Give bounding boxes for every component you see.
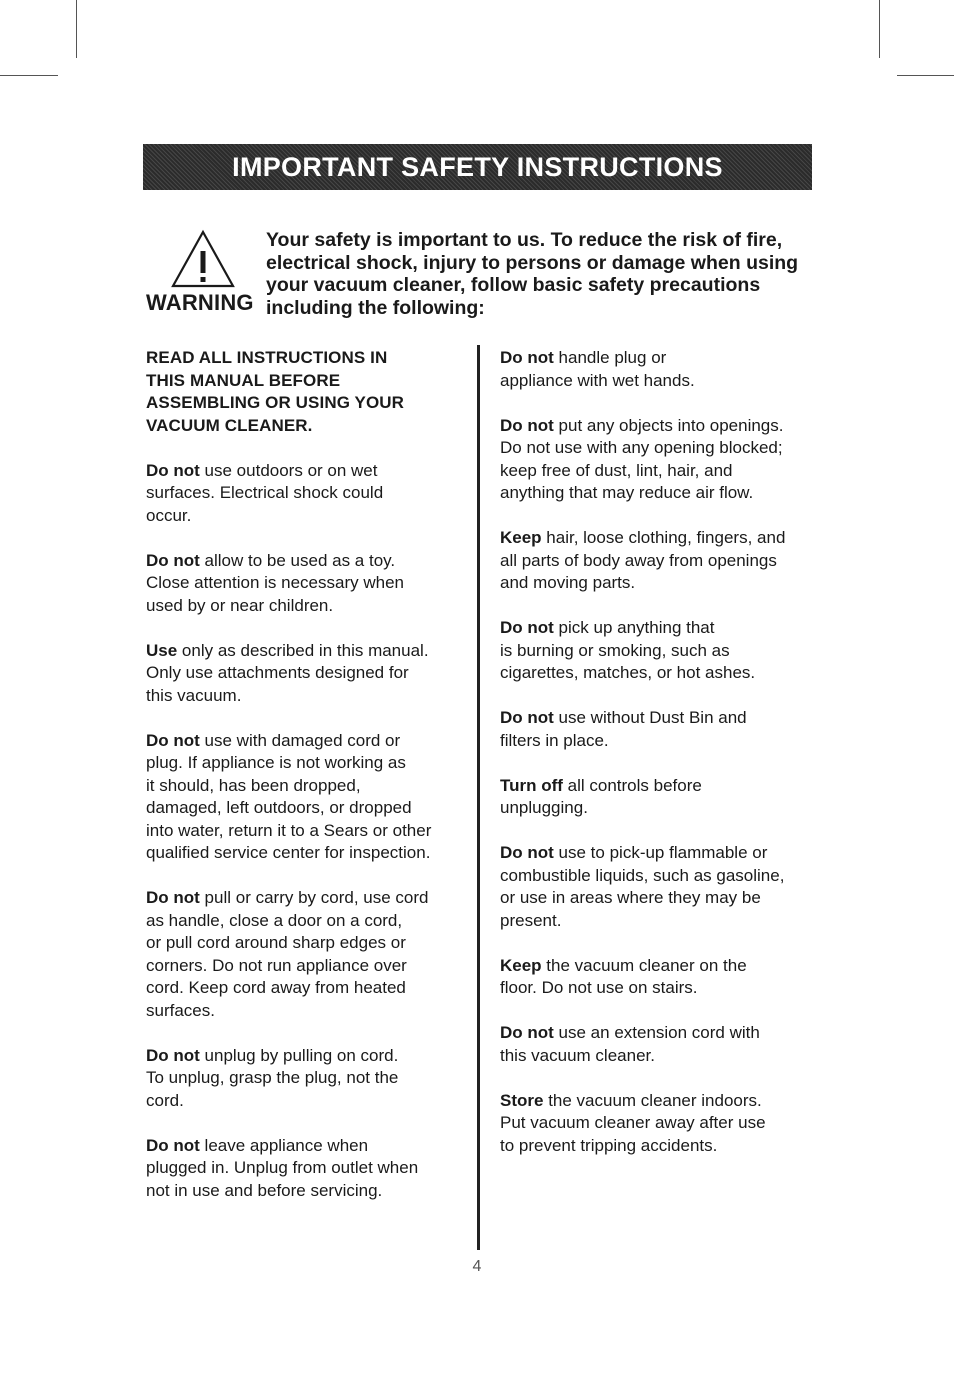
list-item [146,730,458,865]
warning-label: WARNING [146,290,254,315]
crop-mark-top-left-vertical [76,0,77,58]
item-text: all controls before unplugging. [500,775,702,817]
list-item [500,527,812,595]
list-item [500,707,812,752]
item-text: unplug by pulling on cord. To unplug, grasp the plug, not the cord. [146,1045,399,1110]
item-text: use without Dust Bin and filters in place. [500,708,747,750]
item-text: handle plug or appliance with wet hands. [500,348,695,390]
item-text: pick up anything that is burning or smoking, such as cigarettes, matches, or hot ashes. [500,618,756,682]
item-text: the vacuum cleaner on the floor. Do not use on stairs. [500,955,747,997]
item-text: leave appliance when plugged in. Unplug from outlet when not in use and before servicing. [146,1135,419,1200]
item-lead: Turn off [500,775,563,795]
list-item [500,347,812,392]
item-text: use an extension cord with this vacuum cleaner. [500,1023,760,1065]
item-text: hair, loose clothing, fingers, and all parts of body away from openings and moving parts. [500,528,786,592]
page-title: IMPORTANT SAFETY INSTRUCTIONS [232,151,723,182]
item-lead: Do not [500,618,554,637]
crop-mark-top-right-horizontal [897,75,954,76]
list-item [146,887,458,1022]
item-lead: Do not [500,415,554,435]
crop-mark-top-right-vertical [879,0,880,58]
item-text: use to pick-up flammable or combustible liquids, such as gasoline, or use in areas where they may be present. [500,843,785,930]
title-banner [143,144,812,190]
item-text: put any objects into openings. Do not use with any opening blocked; keep free of dust, lint, hair, and anything that may reduce air flow. [500,415,784,502]
item-text: only as described in this manual. Only use attachments designed for this vacuum. [146,640,429,705]
item-lead: Do not [146,730,200,750]
read-instructions-heading: READ ALL INSTRUCTIONS IN THIS MANUAL BEFORE ASSEMBLING OR USING YOUR VACUUM CLEANER. [146,348,405,435]
item-lead: Do not [146,550,200,570]
list-item [146,640,458,708]
list-item [500,617,812,685]
right-column [500,347,812,1180]
page-number: 4 [472,1258,482,1275]
item-lead: Do not [500,1023,554,1042]
list-item [146,460,458,528]
left-column [146,347,458,1225]
item-lead: Store [500,1090,544,1110]
item-text: use with damaged cord or plug. If appliance is not working as it should, has been dropped, damaged, left outdoors, or dropped into water, return it to a Sears or other qualified service center for inspection. [146,730,432,862]
warning-intro: Your safety is important to us. To reduce the risk of fire, electrical shock, injury to persons or damage when using your vacuum cleaner, follow basic safety precautions including the following: [266,229,799,319]
list-item [500,842,812,932]
item-lead: Do not [500,708,554,727]
item-text: allow to be used as a toy. Close attention is necessary when used by or near children. [146,550,404,615]
list-item [146,550,458,618]
item-lead: Use [146,640,178,660]
item-text: the vacuum cleaner indoors. Put vacuum cleaner away after use to prevent tripping accidents. [500,1090,766,1155]
list-item [500,415,812,505]
list-item [146,1135,458,1203]
list-item [500,1022,812,1067]
list-item [500,775,812,820]
item-lead: Do not [146,460,200,480]
column-divider [477,345,480,1250]
list-item [500,1090,812,1158]
item-lead: Do not [146,1045,200,1065]
item-lead: Keep [500,955,542,975]
item-lead: Do not [146,1135,200,1155]
item-text: use outdoors or on wet surfaces. Electrical shock could occur. [146,460,384,525]
item-lead: Do not [500,843,554,862]
list-item [500,955,812,1000]
warning-triangle-icon [170,229,236,289]
list-item [146,1045,458,1113]
crop-mark-top-left-horizontal [0,75,58,76]
item-lead: Keep [500,528,542,547]
item-lead: Do not [146,888,200,907]
item-text: pull or carry by cord, use cord as handle, close a door on a cord, or pull cord around sharp edges or corners. Do not run appliance over cord. Keep cord away from heated surfaces. [146,888,429,1020]
item-lead: Do not [500,348,554,367]
